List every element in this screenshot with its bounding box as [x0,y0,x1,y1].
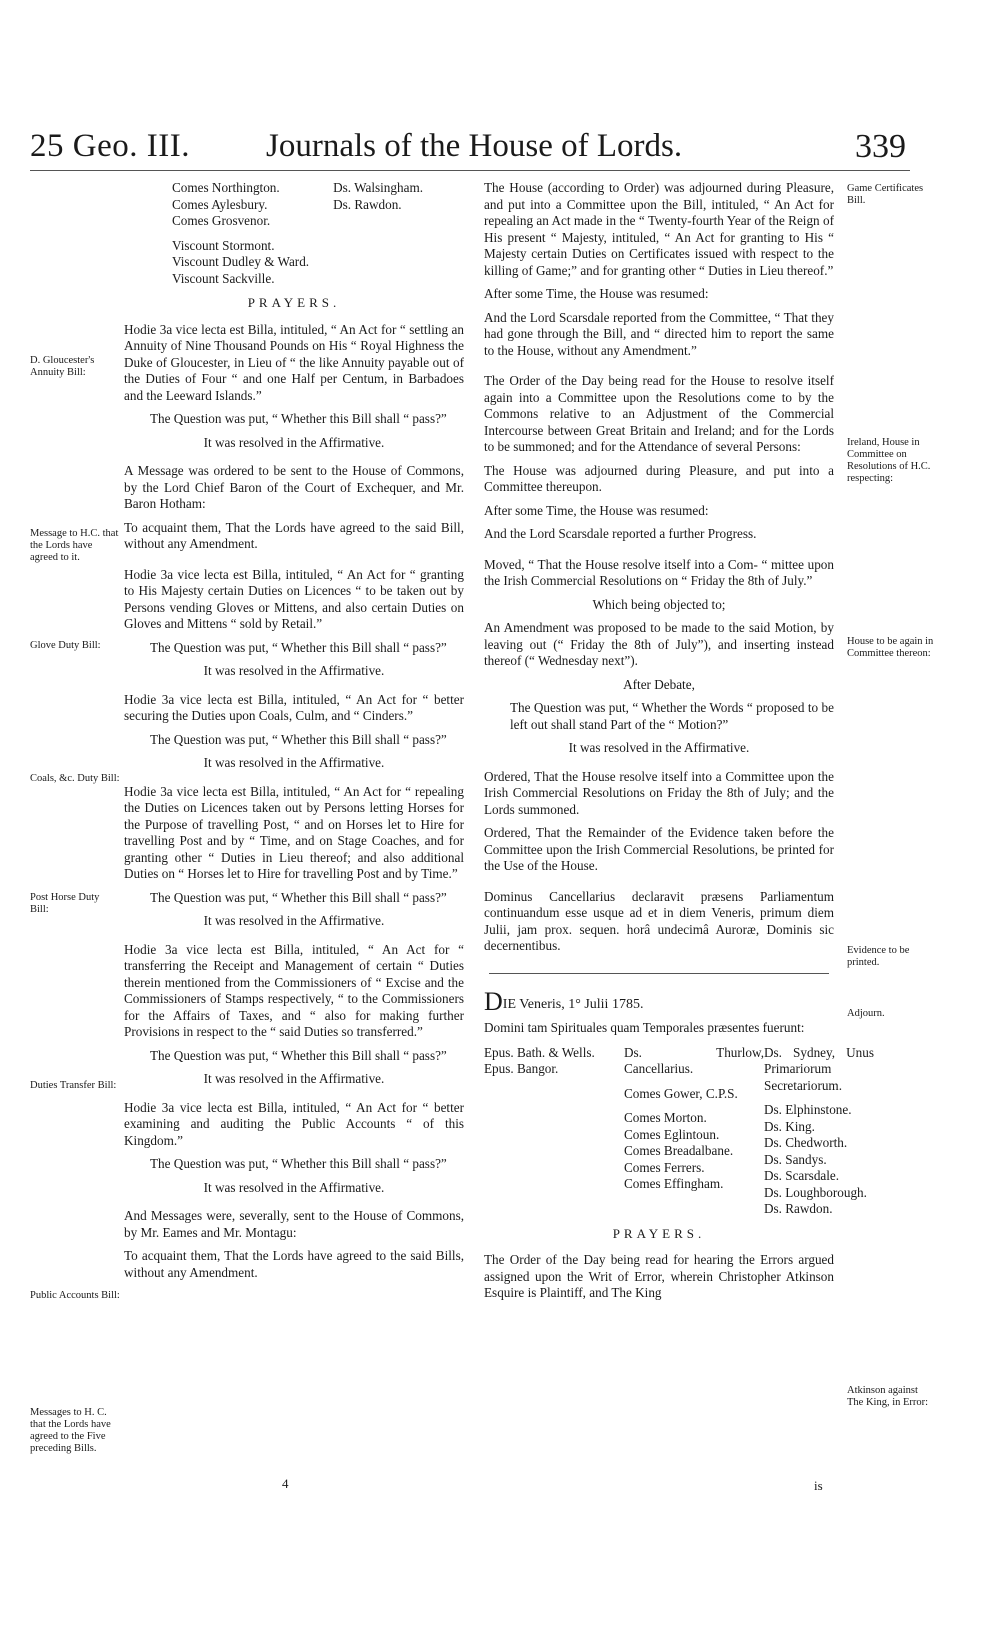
peers-list [172,180,464,287]
signature-mark: 4 [282,1476,289,1491]
entry-text: Which being objected to; [592,596,726,612]
peers-list-col1 [172,180,309,287]
margin-note: Game Certificates Bill. [847,183,924,206]
prayers-heading: PRAYERS. [247,295,341,310]
entry-text: Hodie 3a vice lecta est Billa, intituled, “ An Act for “ better securing the Duties upon Coals, Culm, and “ Cinders.” [124,691,464,723]
question-text: The Question was put, “ Whether this Bill shall “ pass?” [150,1156,447,1171]
peer-name: Ds. Walsingham. [333,180,423,195]
entry-text: An Amendment was proposed to be made to the said Motion, by leaving out (“ Friday the 8th of July”), and inserting instead thereof (“ Wednesday next”). [484,620,834,668]
entry-text: Hodie 3a vice lecta est Billa, intituled, “ An Act for “ settling an Annuity of Nine Thousand Pounds on His “ Royal Highness the Duke of Gloucester, in Lieu of “ the like Annuity payable out of the Duties of Four “ and one Half per Centum, in Barbadoes and the Leeward Islands.” [124,321,464,403]
order-text: Ordered, That the House resolve itself into a Committee upon the Irish Commercial Resolutions on Friday the 8th of July; and the Lords summoned. [484,768,834,817]
peer-name: Ds. Elphinstone. [764,1102,852,1117]
resolution-text: It was resolved in the Affirmative. [203,755,385,770]
entry-text: And the Lord Scarsdale reported from the Committee, “ That they had gone through the Bill, and “ directed him to report the same to the House, without any Amendment.” [484,309,834,358]
margin-note: Adjourn. [847,1008,885,1019]
entry-text: Hodie 3a vice lecta est Billa, intituled, “ An Act for “ repealing the Duties on Licences taken out by Persons letting Horses for the Purpose of travelling Post, “ and on Horses let to Hire for travelling Post and by “ Time, and on Stage Coaches, and for granting other “ Duties in Lieu thereof; and also additional Duties on “ Horses let to Hire for travelling Post and by Time.” [124,783,464,881]
resolution-text: It was resolved in the Affirmative. [203,1179,385,1195]
entry-text: The House was adjourned during Pleasure, and put into a Committee thereupon. [484,462,834,494]
peer-name: Ds. Rawdon. [764,1201,833,1216]
peer-name: Comes Gower, C.P.S. [624,1085,738,1101]
peer-name: Comes Aylesbury. [172,196,268,212]
peer-name: Ds. Rawdon. [333,196,402,212]
peer-name: Comes Northington. [172,180,280,195]
sitting-date: IE Veneris, 1° Julii 1785. [502,996,644,1012]
entry-text: And the Lord Scarsdale reported a further Progress. [484,526,757,541]
page-number: 339 [855,128,906,165]
attendance-list [484,1044,874,1218]
margin-note: Glove Duty Bill: [30,640,101,651]
margin-note: Duties Transfer Bill: [30,1080,117,1091]
right-column [484,180,874,1309]
entry-text: The Order of the Day being read for the House to resolve itself again into a Committee upon the Resolutions come to by the Commons relative to an Adjustment of the Commercial Intercourse between Great Britain and Ireland; and for the Lords to be summoned; and for the Attendance of several Persons: [484,373,834,454]
peer-name: Viscount Sackville. [172,270,275,286]
entry-text: Moved, “ That the House resolve itself into a Com- “ mittee upon the Irish Commercial Resolutions on “ Friday the 8th of July.” [484,556,834,588]
peer-name: Comes Eglintoun. [624,1126,720,1142]
margin-note: D. Gloucester's Annuity Bill: [30,355,95,378]
entry-text: After Debate, [623,676,695,692]
resolution-text: It was resolved in the Affirmative. [568,740,750,755]
entry-text: Hodie 3a vice lecta est Billa, intituled, “ An Act for “ better examining and auditing the Public Accounts “ of this Kingdom.” [124,1099,464,1148]
entry-text: Hodie 3a vice lecta est Billa, intituled, “ An Act for “ transferring the Receipt and Management of certain “ Duties therein mentioned from the Commissioners of “ Excise and the Commissioners of Stamps respectively, “ to the Commissioners for the Affairs of Taxes, and “ also for making further Provisions in respect to the “ said Duties so transferred.” [124,941,464,1039]
question-text: The Question was put, “ Whether this Bill shall “ pass?” [150,731,447,747]
margin-note: Message to H.C. that the Lords have agreed to it. [30,528,119,563]
attendance-col3 [764,1045,874,1218]
margin-note: Ireland, House in Committee on Resolutions of H.C. respecting: [847,437,931,484]
entry-text: And Messages were, severally, sent to the House of Commons, by Mr. Eames and Mr. Montagu: [124,1208,464,1240]
margin-note: Evidence to be printed. [847,945,910,968]
peer-name: Ds. King. [764,1118,815,1134]
peer-name: Comes Effingham. [624,1176,724,1191]
peer-name: Ds. Chedworth. [764,1135,848,1150]
question-text: The Question was put, “ Whether the Words “ proposed to be left out shall stand Part of the “ Motion?” [510,700,834,732]
peer-name: Ds. Sydney, Unus Primariorum Secretariorum. [764,1044,874,1093]
entry-text: A Message was ordered to be sent to the House of Commons, by the Lord Chief Baron of the Court of Exchequer, and Mr. Baron Hotham: [124,463,464,511]
peer-name: Ds. Loughborough. [764,1184,867,1200]
entry-text: Hodie 3a vice lecta est Billa, intituled, “ An Act for “ granting to His Majesty certain Duties on Licences “ to be taken out by Persons vending Gloves or Mittens, and also certain Duties on Gloves and Mittens “ sold by Retail.” [124,566,464,631]
margin-note: Coals, &c. Duty Bill: [30,773,120,784]
margin-note: Messages to H. C. that the Lords have agreed to the Five preceding Bills. [30,1407,111,1454]
entry-text: To acquaint them, That the Lords have agreed to the said Bill, without any Amendment. [124,519,464,551]
peer-name: Comes Grosvenor. [172,213,271,228]
attendance-col1 [484,1045,624,1218]
peer-gap [172,230,309,238]
question-text: The Question was put, “ Whether this Bill shall “ pass?” [150,411,447,426]
entry-text: The House (according to Order) was adjourned during Pleasure, and put into a Committee upon the Bill, intituled, “ An Act for repealing an Act made in the “ Twenty-fourth Year of the Reign of His present “ Majesty, intituled, “ An Act for granting to His “ Majesty certain Duties on Certificates issued with respect to the killing of Game;” and for granting other “ Duties in Lieu thereof.” [484,180,834,278]
entry-text: After some Time, the House was resumed: [484,502,709,518]
sitting-date-heading [484,986,834,1016]
resolution-text: It was resolved in the Affirmative. [203,913,385,928]
peer-name: Epus. Bath. & Wells. [484,1044,595,1060]
resolution-text: It was resolved in the Affirmative. [203,663,385,678]
entry-text: The Order of the Day being read for hearing the Errors argued assigned upon the Writ of Error, wherein Christopher Atkinson Esquire is Plaintiff, and The King [484,1252,834,1300]
question-text: The Question was put, “ Whether this Bill shall “ pass?” [150,889,447,905]
peer-name: Viscount Stormont. [172,237,275,253]
catchword: is [814,1478,823,1493]
question-text: The Question was put, “ Whether this Bill shall “ pass?” [150,639,447,655]
margin-note: House to be again in Committee thereon: [847,636,934,659]
peer-name: Ds. Sandys. [764,1151,827,1167]
peer-gap [764,1094,874,1102]
adjournment-text: Dominus Cancellarius declaravit præsens Parliamentum continuandum esse usque ad et in diem Veneris, primum diem Julii, jam prox. sequen. horâ undecimâ Auroræ, Dominis sic decernentibus. [484,888,834,953]
margin-note: Atkinson against The King, in Error: [847,1385,929,1408]
margin-note: Post Horse Duty Bill: [30,892,100,915]
peers-list-col2 [333,180,423,287]
left-column [124,180,464,1288]
running-head-regnal-year: 25 Geo. III. [30,128,190,164]
peer-name: Comes Morton. [624,1110,707,1125]
running-head-title: Journals of the House of Lords. [266,128,683,164]
margin-note: Public Accounts Bill: [30,1290,120,1301]
drop-initial: D [484,986,503,1016]
peer-gap [624,1078,764,1086]
resolution-text: It was resolved in the Affirmative. [203,434,385,450]
attendance-col2 [624,1045,764,1218]
peer-name: Comes Breadalbane. [624,1143,734,1158]
resolution-text: It was resolved in the Affirmative. [203,1071,385,1086]
peer-gap [624,1102,764,1110]
entry-text: After some Time, the House was resumed: [484,286,709,301]
peer-name: Epus. Bangor. [484,1061,559,1076]
header-rule [30,170,910,171]
entry-text: To acquaint them, That the Lords have agreed to the said Bills, without any Amendment. [124,1248,464,1280]
peer-name: Comes Ferrers. [624,1159,705,1175]
section-divider [489,973,829,974]
prayers-heading: PRAYERS. [612,1225,706,1241]
peer-name: Viscount Dudley & Ward. [172,254,310,269]
peer-name: Ds. Scarsdale. [764,1168,840,1183]
peer-name: Ds. Thurlow, Cancellarius. [624,1044,764,1076]
attendance-intro: Domini tam Spirituales quam Temporales præsentes fuerunt: [484,1020,805,1035]
order-text: Ordered, That the Remainder of the Evidence taken before the Committee upon the Irish Commercial Resolutions, be printed for the Use of the House. [484,825,834,873]
question-text: The Question was put, “ Whether this Bill shall “ pass?” [150,1047,447,1063]
